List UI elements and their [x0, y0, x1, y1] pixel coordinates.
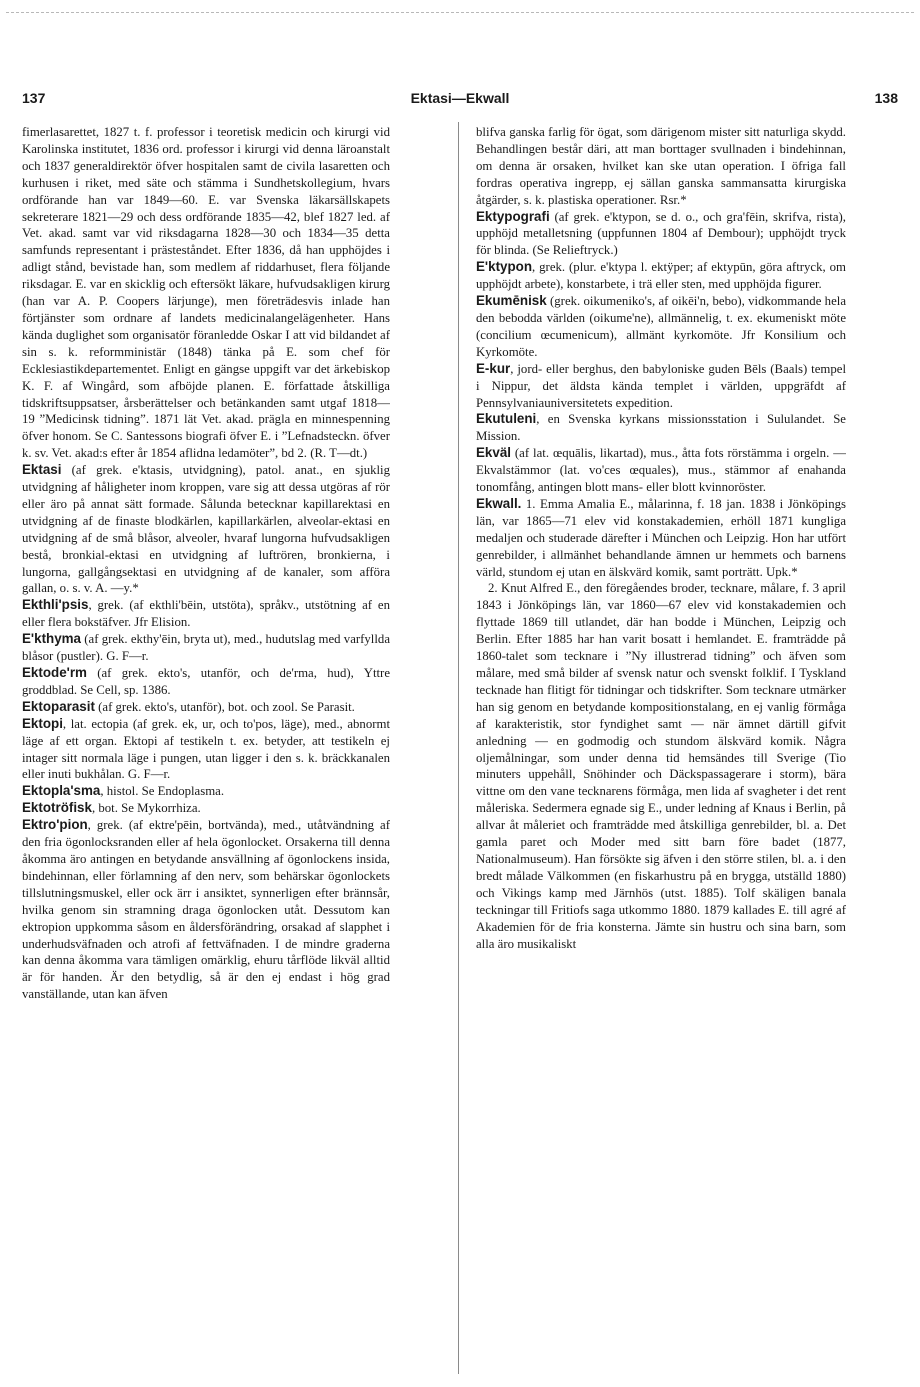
entry-text: 1. Emma Amalia E., målarinna, f. 18 jan. 1838 i Jönköpings län, var 1865—71 elev vid konstakademien, erhöll 1871 kungliga medaljen och studerade därefter i München och Leipzig. Hon har utfört genrebilder, i allmänhet behandlande ämnen ur hemmets och barnens värld, stundom ej utan en älskvärd komik, samt porträtt. [476, 496, 846, 579]
entry [476, 293, 846, 361]
entry [22, 716, 390, 784]
entry-signature: G. F—r. [106, 649, 149, 664]
entry [476, 361, 846, 412]
entry-text: (af grek. e'ktypon, se d. o., och gra'fēin, skrifva, rista), upphöjd metalletsning (uppfunnen 1804 af Dembour); upphöjdt tryck för blinda. (Se Relieftryck.) [476, 209, 846, 258]
entry [476, 209, 846, 260]
entry [476, 411, 846, 445]
entry [22, 699, 390, 716]
entry [22, 800, 390, 817]
entry-text: , histol. Se Endoplasma. [100, 784, 225, 799]
entry-text: , en Svenska kyrkans missionsstation i Sululandet. Se Mission. [476, 412, 846, 444]
entry-text: , bot. Se Mykorrhiza. [91, 801, 201, 816]
entry-signature: G. F—r. [127, 767, 171, 782]
entry [22, 124, 390, 462]
left-page-number: 137 [22, 90, 46, 106]
entry-headword: Ektopi [22, 715, 63, 731]
entry [22, 631, 390, 665]
right-column [476, 124, 846, 1374]
entry [22, 783, 390, 800]
entry [22, 462, 390, 597]
entry [22, 817, 390, 1003]
entry [476, 124, 846, 209]
entry-headword: E'ktypon [476, 259, 533, 275]
entry-text: blifva ganska farlig för ögat, som därigenom mister sitt naturliga skydd. Behandlingen består däri, att man borttager svullnaden i bindehinnan, om denna är orsaken, hvilket kan ske utan operation. I öfriga fall fordras operativa ingrepp, ej sällan ganska sammansatta kirurgiska åtgärder, s. k. plastiska operationer. [476, 125, 846, 207]
entry [22, 665, 390, 699]
entry-text: fimerlasarettet, 1827 t. f. professor i teoretisk medicin och kirurgi vid Karolinska institutet, 1836 ord. professor i kirurgi vid denna läroanstalt och 1837 generaldirektör öfver hospitalen samt de civila lasaretten och kurhusen i riket, med säte och stämma i Sundhetskollegium, hvars ordförande han var 1849—60. E. var Svenska läkarsällskapets sekreterare 1821—29 och dess ordförande 1835—42, blef 1827 led. af Vet. akad. samt var vid riksdagarna 1828—30 och 1834—35 detta samfunds representant i prästeståndet. Efter 1836, då han upphöjdes i adligt stånd, bevistade han, som medlem af riddarhuset, flera följande riksdagar. E. var en skicklig och eftersökt läkare, hufvudsakligen kirurg (han var A. P. Coopers lärjunge), men företrädesvis inlade han förtjänster som ordnare af landets medicinalangelägenheter. Hans kända duglighet som organisatör föranledde Oskar I att vid bildandet af sin s. k. reformministär (1848) tänka på E. som chef för Ecklesiastikdepartementet. Enligt en gängse uppgift var det ärkebiskop K. F. af Wingård, som afböjde planen. E. författade åtskilliga tidskriftsuppsatser, årsberättelser och betänkanden samt utgaf 1818—19 ”Medicinsk tidning”. 1871 lät Vet. akad. prägla en minnespenning öfver honom. Se C. Santessons biografi öfver E. i ”Lefnadsteckn. öfver k. sv. Vet. akad:s efter år 1854 aflidna ledamöter”, bd 2. [22, 125, 390, 461]
left-column [22, 124, 390, 1374]
right-page-number: 138 [874, 90, 898, 106]
page-header [22, 90, 898, 112]
entry-signature: (R. T—dt.) [310, 446, 368, 461]
entry [476, 496, 846, 581]
entry-text: , grek. (af ektre'pēin, bortvända), med., utåtvändning af den fria ögonlocksranden eller af hela ögonlocket. Orsakerna till denna åkomma äro antingen en betydande ansvällning af ögonlockens insida, bindehinnan, eller förlamning af den nerv, som behärskar ögonlockets tillslutningsmuskel, eller ock ärr i ansiktet, synnerligen efter brännsår, hvilka genom sin stramning draga ögonlocken utåt. Dessutom kan ektropion uppkomma såsom en åldersförändring, orsakad af slapphet i underhudsväfnaden och atrofi af fettväfnaden. I de mindre graderna kan denna åkomma vara tämligen omärklig, ehuru tårflöde likväl alltid är för handen. Är den betydlig, så är den ej endast i hög grad vanställande, utan kan äfven [22, 818, 390, 1002]
entry-text: (grek. oikumeniko's, af oikēi'n, bebo), vidkommande hela den bebodda världen (oikume'ne), allmännelig, t. ex. ekumeniskt möte (concilium œcumenicum), allmänt kyrkomöte. Jfr Konsilium och Kyrkomöte. [476, 294, 846, 359]
entry [476, 445, 846, 496]
entry-headword: Ekwall. [476, 495, 522, 511]
scan-edge-line [6, 12, 914, 13]
entry-text: (af lat. œquālis, likartad), mus., åtta fots rörstämma i orgeln. — Ekvalstämmor (lat. vo'ces œquales), mus., stämmor af enahanda tonomfång, antingen blott mans- eller blott kvinnoröster. [476, 446, 846, 495]
running-title: Ektasi—Ekwall [410, 90, 510, 106]
entry-headword: Ektasi [22, 462, 62, 478]
entry [476, 580, 846, 952]
entry-headword: Ektotröfisk [22, 800, 92, 816]
entry-text: (af grek. ekto's, utanför, och de'rma, hud), Yttre groddblad. Se Cell, sp. 1386. [22, 666, 390, 697]
entry-headword: Ektoparasit [22, 698, 95, 714]
entry-text: (af grek. ekto's, utanför), bot. och zool. Se Parasit. [94, 699, 355, 714]
entry-headword: Ekumēnisk [476, 293, 547, 309]
entry-text: 2. Knut Alfred E., den föregåendes broder, tecknare, målare, f. 3 april 1843 i Jönköpings län, var 1860—67 elev vid konstakademien och flyttade 1869 till utlandet, där han bodde i München, Leipzig och Berlin. Efter 1885 har han varit bosatt i hemlandet. E. framträdde på 1860-talet som tecknare i ”Ny illustrerad tidning” och äfven som målare, med små bilder af svensk natur och svenskt folklif. I Tyskland tecknade han flitigt för tidningar och tidskrifter. Som tecknare utmärker han sig genom en betydande kompositionstalang, en ej vanlig förmåga af karakteristik, stor fyndighet samt — när ämnet därtill gifvit anledning — en godmodig och stundom älskvärd komik. Några oljemålningar, som under denna tid hemsändes till Sverige (Tio minuters uppehåll, Snöhinder och Däckspassagerare i storm), bära vittne om den vane tecknarens förmåga, men lida af svagheter i det rent måleriska. Sedermera egnade sig E., under ledning af Knaus i Berlin, på allvar åt måleriet och framträdde med åtskilliga genrebilder, bl. a. Det gamla paret och Moder med sitt barn före badet (1877, Nationalmuseum). Han försökte sig äfven i den större stilen, bl. a. i den bredt målade Välkommen (en fiskarhustru på en brygga, utställd 1880) och Vikings kamp med Järnhös (utst. 1885). Tolf skäligen banala teckningar till Fritiofs saga utkommo 1880. 1879 kallades E. till agré af Akademien för de fria konsterna. Jämte sin hustru och sina barn, som alla äro musikaliskt [476, 581, 846, 951]
entry-headword: Ekväl [476, 445, 511, 461]
entry-text: , lat. ectopia (af grek. ek, ur, och to'pos, läge), med., abnormt läge af ett organ. Ektopi af testikeln t. ex. betyder, att testikeln ej intager sitt normala läge i pungen, utan ligger i den s. k. bräckkanalen eller inuti bukhålan. [22, 716, 390, 782]
entry-headword: Ektro'pion [22, 817, 88, 833]
entry-text: , jord- eller berghus, den babyloniske guden Bēls (Baals) tempel i Nippur, det äldsta kända templet i världen, uppgräfdt af Pennsylvaniauniversitetets expedition. [476, 361, 846, 410]
entry-text: , grek. (af ekthli'bēin, utstöta), språkv., utstötning af en eller flera bokstäfver. Jfr Elision. [22, 598, 390, 630]
column-divider [458, 122, 459, 1374]
entry-headword: Ektode'rm [22, 665, 87, 680]
entry-headword: Ektopla'sma [22, 783, 101, 799]
entry [476, 259, 846, 293]
entry-headword: Ekthli'psis [22, 597, 89, 613]
entry-text: , grek. (plur. e'ktypa l. ektÿper; af ektypūn, göra aftryck, om upphöjdt arbete), konstarbete, i trä eller sten, med upphöjda figurer. [476, 260, 846, 292]
entry-text: (af grek. ekthy'ēin, bryta ut), med., hudutslag med varfyllda blåsor (pustler). [22, 632, 390, 664]
entry-headword: E-kur [476, 360, 511, 376]
entry-headword: Ektypografi [476, 208, 550, 224]
entry-signature: A. —y.* [95, 581, 139, 596]
entry [22, 597, 390, 631]
entry-signature: Upk.* [766, 564, 798, 579]
entry-signature: Rsr.* [659, 192, 687, 207]
entry-text: (af grek. e'ktasis, utvidgning), patol. anat., en sjuklig utvidgning af håligheter inom kroppen, vare sig att dessa utgöras af rör eller äro på annat sätt formade. Sålunda betecknar kapillarektasi en utvidgning af de finaste blodkärlen, kapillarkärlen, alveolar-ektasi en utvidgning af de små blåsor, alveoler, hvaraf lungorna hufvudsakligen bestå, bronkial-ektasi en utvidgning af luftrören, bronkierna, i lungorna, gallgångsektasi en utvidgning af de kanaler, som afföra gallan, o. s. v. [22, 463, 390, 596]
entry-headword: E'kthyma [22, 631, 82, 647]
entry-headword: Ekutuleni [476, 411, 537, 427]
